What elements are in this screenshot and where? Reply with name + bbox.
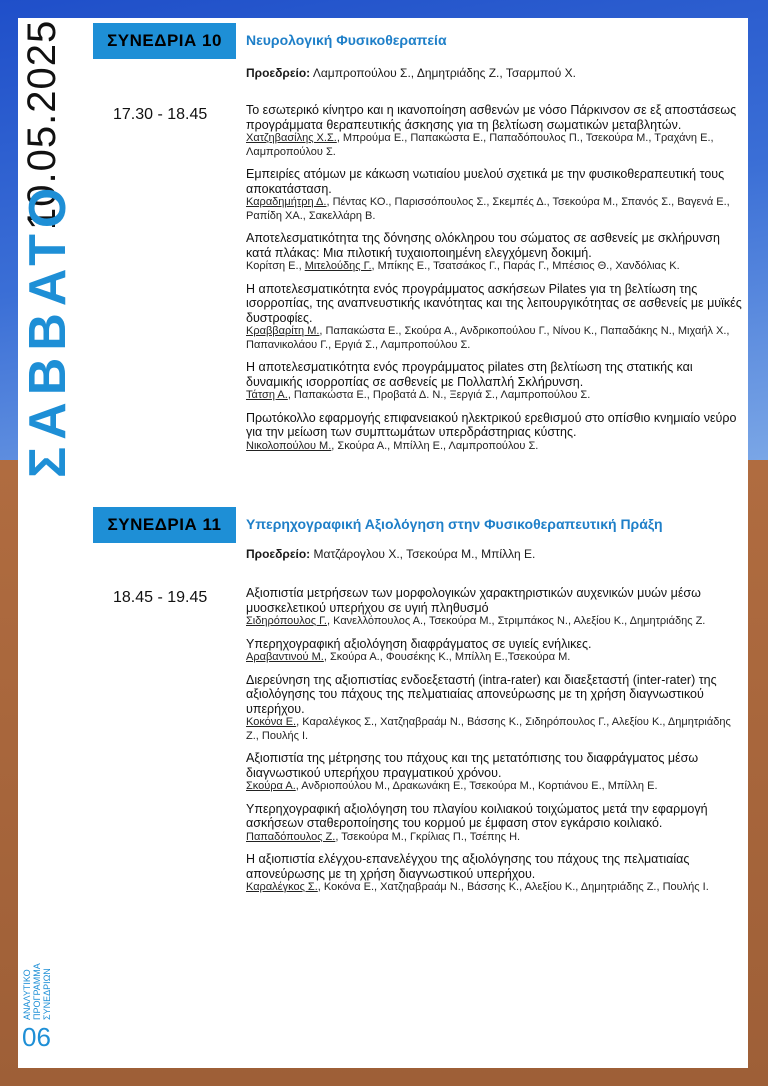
session-header-11 — [93, 507, 733, 543]
date-text: 10.05.2025 — [20, 19, 64, 230]
chairs-label: Προεδρείο: — [246, 66, 311, 80]
talk-title: Το εσωτερικό κίνητρο και η ικανοποίηση ασθενών με νόσο Πάρκινσον σε εξ αποστάσεως προγράμματα θεραπευτικής άσκησης για τη βελτίωση σωματικών μεταβλητών. — [246, 103, 737, 132]
talk-authors — [246, 260, 742, 274]
talk-item — [246, 751, 742, 794]
session-chairs — [246, 66, 576, 80]
talk-item — [246, 673, 742, 744]
talk-authors — [246, 440, 742, 454]
presenting-author: Κραββαρίτη Μ. — [246, 325, 320, 337]
session-title: Υπερηχογραφική Αξιολόγηση στην Φυσικοθεραπευτική Πράξη — [246, 516, 663, 532]
authors-rest: , Καραλέγκος Σ., Χατζηαβραάμ Ν., Βάσσης Κ., Σιδηρόπουλος Γ., Αλεξίου Κ., Δημητριάδης Ζ., Πουλής Ι. — [246, 716, 731, 742]
authors-rest: , Παπακώστα Ε., Προβατά Δ. Ν., Ξεργιά Σ., Λαμπροπούλου Σ. — [287, 389, 591, 401]
talk-item — [246, 802, 742, 845]
talk-title: Αξιοπιστία μετρήσεων των μορφολογικών χαρακτηριστικών αυχενικών μυών μέσω μυοσκελετικού υπερήχου σε υγιή πληθυσμό — [246, 586, 701, 615]
talk-authors — [246, 389, 742, 403]
talk-item — [246, 852, 742, 895]
session-time: 18.45 - 19.45 — [113, 589, 208, 606]
talk-authors — [246, 780, 742, 794]
talk-item — [246, 411, 742, 454]
session-header-10 — [93, 23, 733, 59]
presenting-author: Καραλέγκος Σ. — [246, 881, 318, 893]
talk-item — [246, 360, 742, 403]
chairs-names: Λαμπροπούλου Σ., Δημητριάδης Ζ., Τσαρμπού Χ. — [310, 66, 576, 80]
talk-authors — [246, 615, 742, 629]
chairs-names: Ματζάρογλου Χ., Τσεκούρα Μ., Μπίλλη Ε. — [310, 547, 536, 561]
authors-rest: , Κοκόνα Ε., Χατζηαβραάμ Ν., Βάσσης Κ., Αλεξίου Κ., Δημητριάδης Ζ., Πουλής Ι. — [317, 881, 709, 893]
presenting-author: Παπαδόπουλος Ζ. — [246, 830, 336, 843]
page-number: 06 — [22, 1022, 51, 1052]
session-time: 17.30 - 18.45 — [113, 106, 208, 123]
talk-title: Αποτελεσματικότητα της δόνησης ολόκληρου του σώματος σε ασθενείς με σκλήρυνση κατά πλάκας: Μια πιλοτική τυχαιοποιημένη ελεγχόμενη δοκιμή. — [246, 231, 720, 260]
talk-authors — [246, 132, 742, 159]
talk-authors — [246, 325, 742, 352]
session-tag: ΣΥΝΕΔΡΙΑ 10 — [93, 23, 236, 59]
authors-rest: , Σκούρα Α., Φουσέκης Κ., Μπίλλη Ε.,Τσεκούρα Μ. — [323, 651, 571, 663]
session-chairs — [246, 547, 535, 561]
presenting-author: Σιδηρόπουλος Γ. — [246, 615, 327, 627]
talk-title: Διερεύνηση της αξιοπιστίας ενδοεξεταστή (intra-rater) και διαεξεταστή (inter-rater) της αξιολόγησης του πάχους της πελματιαίας απονεύρωσης με τη χρήση διαγνωστικού υπερήχου. — [246, 672, 717, 716]
day-text: ΣΑΒΒΑΤΟ — [19, 180, 77, 478]
talk-authors — [246, 831, 742, 845]
authors-pre: Κορίτση Ε., — [246, 260, 305, 272]
authors-rest: , Τσεκούρα Μ., Γκρίλιας Π., Τσέπης Η. — [335, 830, 521, 843]
presenting-author: Μιτελούδης Γ. — [304, 260, 372, 272]
talk-authors — [246, 196, 742, 223]
talk-item — [246, 231, 742, 274]
authors-rest: , Μπρούμα Ε., Παπακώστα Ε., Παπαδόπουλος Π., Τσεκούρα Μ., Τραχάνη Ε., Λαμπροπούλου Σ. — [246, 132, 714, 158]
talk-item — [246, 637, 742, 665]
talk-title: Υπερηχογραφική αξιολόγηση διαφράγματος σε υγιείς ενήλικες. — [246, 636, 592, 651]
presenting-author: Κοκόνα Ε. — [246, 716, 297, 728]
talk-authors — [246, 716, 742, 743]
talk-title: Η αποτελεσματικότητα ενός προγράμματος ασκήσεων Pilates για τη βελτίωση της ισορροπίας, της αναπνευστικής ικανότητας και της λειτουργικότητας σε ασθενείς με μυϊκές δυστροφίες. — [246, 281, 742, 325]
footer-label — [22, 940, 82, 1020]
talk-list — [246, 586, 742, 903]
presenting-author: Καραδημήτρη Δ. — [246, 196, 327, 208]
authors-rest: , Σκούρα Α., Μπίλλη Ε., Λαμπροπούλου Σ. — [331, 439, 539, 452]
talk-authors — [246, 651, 742, 665]
authors-rest: , Πέντας ΚΟ., Παρισσόπουλος Σ., Σκεμπές Δ., Τσεκούρα Μ., Σπανός Σ., Βαγενά Ε., Ραπίδη ΧΑ., Σακελλάρη Β. — [246, 196, 730, 222]
authors-rest: , Ανδριοπούλου Μ., Δρακωνάκη Ε., Τσεκούρα Μ., Κορτιάνου Ε., Μπίλλη Ε. — [295, 780, 658, 792]
session-title: Νευρολογική Φυσικοθεραπεία — [246, 32, 447, 48]
talk-title: Υπερηχογραφική αξιολόγηση του πλαγίου κοιλιακού τοιχώματος μετά την εφαρμογή ασκήσεων σταθεροποίησης του κορμού με έμφαση στον εγκάρσιο κοιλιακό. — [246, 801, 708, 830]
talk-item — [246, 282, 742, 353]
talk-title: Εμπειρίες ατόμων με κάκωση νωτιαίου μυελού σχετικά με την φυσικοθεραπευτική τους αποκατάσταση. — [246, 167, 725, 196]
authors-rest: , Κανελλόπουλος Α., Τσεκούρα Μ., Στριμπάκος Ν., Αλεξίου Κ., Δημητριάδης Ζ. — [327, 615, 706, 627]
talk-list — [246, 103, 742, 461]
presenting-author: Σκούρα Α. — [246, 780, 296, 792]
footer-label-text: ΑΝΑΛΥΤΙΚΟ ΠΡΟΓΡΑΜΜΑ ΣΥΝΕΔΡΙΩΝ — [22, 963, 52, 1020]
talk-title: Η αποτελεσματικότητα ενός προγράμματος pilates στη βελτίωση της στατικής και δυναμικής ισορροπίας σε ασθενείς με Πολλαπλή Σκλήρυνση. — [246, 360, 693, 389]
side-day — [18, 180, 88, 480]
authors-rest: , Μπίκης Ε., Τσατσάκος Γ., Παράς Γ., Μπέσιος Θ., Χανδόλιας Κ. — [371, 260, 680, 272]
session-tag: ΣΥΝΕΔΡΙΑ 11 — [93, 507, 236, 543]
talk-title: Πρωτόκολλο εφαρμογής επιφανειακού ηλεκτρικού ερεθισμού στο οπίσθιο κνημιαίο νεύρο για την μείωση των συμπτωμάτων υπερδράστηριας κύστης. — [246, 410, 737, 439]
talk-title: Η αξιοπιστία ελέγχου-επανελέγχου της αξιολόγησης του πάχους της πελματιαίας απονεύρωσης με τη χρήση διαγνωστικού υπερήχου. — [246, 852, 690, 881]
talk-title: Αξιοπιστία της μέτρησης του πάχους και της μετατόπισης του διαφράγματος μέσω διαγνωστικού υπερήχου πραγματικού χρόνου. — [246, 751, 699, 780]
talk-item — [246, 586, 742, 629]
presenting-author: Αραβαντινού Μ. — [246, 651, 324, 663]
presenting-author: Χατζηβασίλης Χ.Σ. — [246, 132, 337, 144]
talk-authors — [246, 881, 742, 895]
chairs-label: Προεδρείο: — [246, 547, 311, 561]
authors-rest: , Παπακώστα Ε., Σκούρα Α., Ανδρικοπούλου Γ., Νίνου Κ., Παπαδάκης Ν., Μιχαήλ Χ., Παπανικολάου Γ., Εργιά Σ., Λαμπροπούλου Σ. — [246, 325, 730, 351]
talk-item — [246, 103, 742, 159]
talk-item — [246, 167, 742, 223]
presenting-author: Νικολοπούλου Μ. — [246, 439, 332, 452]
presenting-author: Τάτση Α. — [246, 389, 288, 401]
